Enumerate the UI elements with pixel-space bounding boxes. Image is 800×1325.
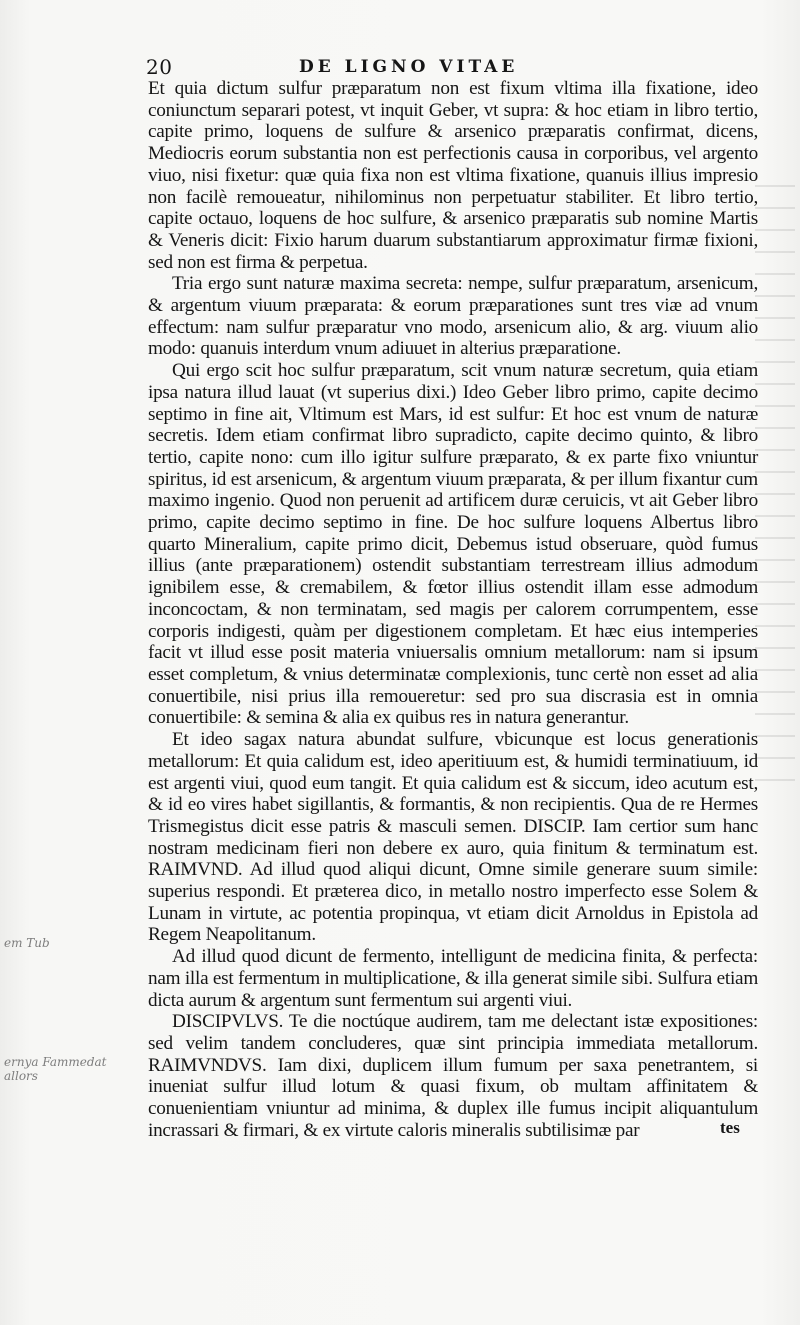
running-title: DE LIGNO VITAE	[299, 57, 519, 77]
paragraph-4: Et ideo sagax natura abundat sulfure, vbicunque est locus generationis metallorum: Et quia calidum est, ideo aperitiuum est, & humidi terminatiuum, id est argenti viui, quod eum tangit. Et quia calidum est & siccum, ideo acutum est, & id eo vires habet sigillantis, & formantis, & non recipientis. Qua de re Hermes Trismegistus dicit esse patris & masculi semen. DISCIP. Iam certior sum hanc nostram medicinam fieri non debere ex auro, quia finitum & terminatum est. RAIMVND. Ad illud quod aliqui dicunt, Omne simile generare suum simile: superius respondi. Et præterea dico, in metallo nostro imperfecto esse Solem & Lunam in virtute, ac potentia propinqua, vt etiam dicit Arnoldus in Epistola ad Regem Neapolitanum.	[148, 729, 758, 946]
paragraph-2: Tria ergo sunt naturæ maxima secreta: nempe, sulfur præparatum, arsenicum, & argentum viuum præparata: & eorum præparationes sunt tres viæ ad vnum effectum: nam sulfur præparatur vno modo, arsenicum alio, & arg. viuum alio modo: quanuis interdum vnum adiuuet in alterius præparatione.	[148, 273, 758, 360]
paragraph-1: Et quia dictum sulfur præparatum non est fixum vltima illa fixatione, ideo coniunctum separari potest, vt inquit Geber, vt supra: & hoc etiam in libro tertio, capite primo, loquens de sulfure & arsenico præparatis confirmat, dicens, Mediocris eorum substantia non est perfectionis causa in corporibus, vel argento viuo, nisi fixetur: quæ quia fixa non est vltima fixatione, quanuis illius impresio non facilè remoueatur, nihilominus non perpetuatur stabiliter. Et libro tertio, capite octauo, loquens de hoc sulfure, & arsenico præparatis sub nomine Martis & Veneris dicit: Fixio harum duarum substantiarum approximatur firmæ fixioni, sed non est firma & perpetua.	[148, 78, 758, 273]
paragraph-6: DISCIPVLVS. Te die noctúque audirem, tam me delectant istæ expositiones: sed velim tandem concluderes, quæ sint principia immediata metallorum. RAIMVNDVS. Iam dixi, duplicem illum fumum per saxa penetrantem, si inueniat sulfur illud lotum & quasi fixum, ob multam affinitatem & conuenientiam vniuntur ad minima, & duplex ille fumus incipit aliquantulum incrassari & firmari, & ex virtute caloris mineralis subtilisimæ par	[148, 1011, 758, 1141]
catchword: tes	[720, 1118, 740, 1137]
paragraph-3: Qui ergo scit hoc sulfur præparatum, scit vnum naturæ secretum, quia etiam ipsa natura illud lauat (vt superius dixi.) Ideo Geber libro primo, capite decimo septimo in fine ait, Vltimum est Mars, id est sulfur: Et hoc est vnum de naturæ secretis. Idem etiam confirmat libro supradicto, capite decimo quinto, & libro tertio, capite nono: cum illo igitur sulfure præparato, & ex parte fixo vniuntur spiritus, id est arsenicum, & argentum viuum præparata, & per illum fixantur cum maximo ingenio. Quod non peruenit ad artificem duræ ceruicis, vt ait Geber libro primo, capite decimo septimo in fine. De hoc sulfure loquens Albertus libro quarto Mineralium, capite primo dicit, Debemus istud obseruare, quòd fumus illius (ante præparationem) ostendit substantiam terrestream illius admodum ignibilem esse, & cremabilem, & fœtor illius ostendit illam esse admodum inconcoctam, & non terminatam, sed magis per calorem corrumpentem, esse corporis indigesti, quàm per digestionem completam. Et hæc eius intemperies facit vt illud esse posit materia vniuersalis omnium metallorum: nam si ipsum esset completum, & vnius determinatæ complexionis, tunc certè non esset ad alia conuertibile, nisi prius illa remoueretur: sed pro sua discrasia est in omnia conuertibile: & semina & alia ex quibus res in natura generantur.	[148, 360, 758, 729]
margin-annotation-1: em Tub	[4, 936, 50, 950]
body-text	[148, 78, 758, 1141]
paragraph-5: Ad illud quod dicunt de fermento, intelligunt de medicina finita, & perfecta: nam illa est fermentum in multiplicatione, & illa generat simile sibi. Sulfura etiam dicta aurum & argentum sunt fermentum sui argenti viui.	[148, 946, 758, 1011]
page-number: 20	[146, 55, 173, 79]
show-through-bleed	[755, 185, 795, 785]
margin-annotation-2: ernya Fammedat allors	[4, 1055, 107, 1083]
